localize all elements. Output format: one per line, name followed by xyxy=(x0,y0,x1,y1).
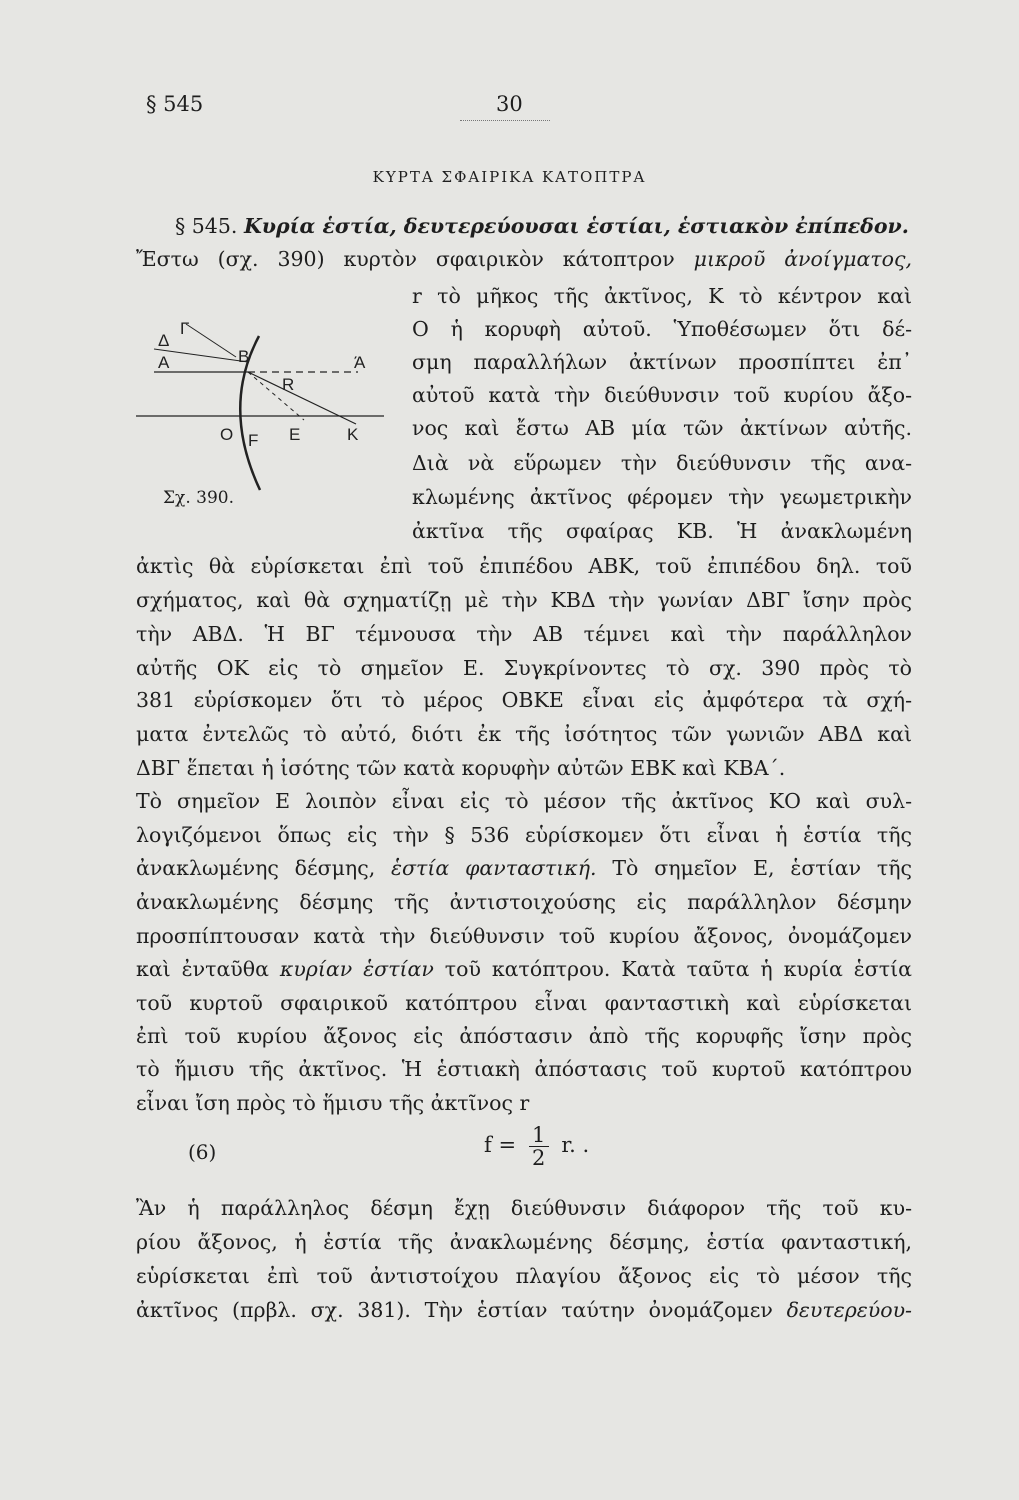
text-line: ΔΒΓ ἕπεται ἡ ἰσότης τῶν κατὰ κορυφὴν αὐτῶν ΕΒΚ καὶ ΚΒΑ΄. xyxy=(136,756,786,780)
label-b: B xyxy=(238,347,250,366)
running-title: ΚΥΡΤΑ ΣΦΑΙΡΙΚΑ ΚΑΤΟΠΤΡΑ xyxy=(372,168,647,186)
text-line: ματα ἐντελῶς τὸ αὐτό, διότι ἐκ τῆς ἰσότητος τῶν γωνιῶν ΑΒΔ καὶ xyxy=(136,722,912,746)
label-e: E xyxy=(289,425,301,444)
equation-fraction xyxy=(529,1124,549,1169)
intro-text: Ἔστω (σχ. 390) κυρτὸν σφαιρικὸν κάτοπτρον xyxy=(136,247,675,271)
section-heading-number: § 545. xyxy=(175,214,238,238)
focal-equation xyxy=(484,1124,589,1169)
label-o: O xyxy=(220,425,234,444)
text-line-intro xyxy=(136,246,912,272)
section-heading-title: Κυρία ἑστία, δευτερεύουσαι ἑστίαι, ἑστιακὸν ἐπίπεδον. xyxy=(243,214,909,238)
text-line: εὑρίσκεται ἐπὶ τοῦ ἀντιστοίχου πλαγίου ἄξονος εἰς τὸ μέσον τῆς xyxy=(136,1264,912,1288)
equation-label: (6) xyxy=(188,1140,217,1164)
text-line: τὴν ΑΒΔ. Ἡ ΒΓ τέμνουσα τὴν ΑΒ τέμνει καὶ τὴν παράλληλον xyxy=(136,622,912,646)
narrow-line: κλωμένης ἀκτῖνος φέρομεν τὴν γεωμετρικὴν xyxy=(412,485,912,509)
focus-text-c: Τὸ σημεῖον Ε, ἑστίαν τῆς xyxy=(612,856,912,880)
text-line: τὸ ἥμισυ τῆς ἀκτῖνος. Ἡ ἑστιακὴ ἀπόστασις τοῦ κυρτοῦ κατόπτρου xyxy=(136,1057,912,1081)
equation-rhs: r. . xyxy=(561,1133,590,1157)
figure-caption: Σχ. 390. xyxy=(163,488,234,508)
main-focus-text-a: καὶ ἐνταῦθα xyxy=(136,957,269,981)
text-line: ἀκτὶς θὰ εὑρίσκεται ἐπὶ τοῦ ἐπιπέδου ΑΒΚ, τοῦ ἐπιπέδου δηλ. τοῦ xyxy=(136,554,912,578)
narrow-line: σμη παραλλήλων ἀκτίνων προσπίπτει ἐπ᾿ xyxy=(412,350,912,374)
header-rule xyxy=(460,120,550,121)
text-line: ρίου ἄξονος, ἡ ἑστία τῆς ἀνακλωμένης δέσμης, ἑστία φανταστική, xyxy=(136,1230,912,1254)
focus-text-a: ἀνακλωμένης δέσμης, xyxy=(136,856,376,880)
page-number: 30 xyxy=(496,92,523,116)
narrow-line: Διὰ νὰ εὕρωμεν τὴν διεύθυνσιν τῆς ανα- xyxy=(412,451,912,475)
text-line: Τὸ σημεῖον Ε λοιπὸν εἶναι εἰς τὸ μέσον τῆς ἀκτῖνος ΚΟ καὶ συλ- xyxy=(136,789,912,813)
label-f: F xyxy=(248,431,259,450)
text-line: προσπίπτουσαν κατὰ τὴν διεύθυνσιν τοῦ κυρίου ἄξονος, ὀνομάζομεν xyxy=(136,924,912,948)
last-text: ἀκτῖνος (πρβλ. σχ. 381). Τὴν ἑστίαν ταύτην ὀνομάζομεν xyxy=(136,1298,773,1322)
text-line: Ἂν ἡ παράλληλος δέσμη ἔχῃ διεύθυνσιν διάφορον τῆς τοῦ κυ- xyxy=(136,1196,912,1220)
text-line: λογιζόμενοι ὅπως εἰς τὴν § 536 εὑρίσκομεν ὅτι εἶναι ἡ ἑστία τῆς xyxy=(136,823,912,847)
label-delta: Δ xyxy=(158,331,170,350)
label-r: R xyxy=(282,375,295,394)
text-line: ἀνακλωμένης δέσμης τῆς ἀντιστοιχούσης εἰς παράλληλον δέσμην xyxy=(136,890,912,914)
text-line-last xyxy=(136,1297,912,1323)
narrow-line: Ο ἡ κορυφὴ αὐτοῦ. Ὑποθέσωμεν ὅτι δέ- xyxy=(412,317,912,341)
text-line: ἐπὶ τοῦ κυρίου ἄξονος εἰς ἀπόστασιν ἀπὸ τῆς κορυφῆς ἴσην πρὸς xyxy=(136,1024,912,1048)
equation-lhs: f = xyxy=(484,1133,517,1157)
text-line: αὐτῆς ΟΚ εἰς τὸ σημεῖον Ε. Συγκρίνοντες τὸ σχ. 390 πρὸς τὸ xyxy=(136,656,912,680)
last-emphasis: δευτερεύου- xyxy=(786,1298,912,1322)
fraction-numerator: 1 xyxy=(532,1123,546,1147)
reflected-extension xyxy=(248,372,304,420)
header-section: § 545 xyxy=(146,92,204,116)
text-line-focus xyxy=(136,855,912,881)
label-a-prime: Ά xyxy=(354,353,366,372)
text-line-main-focus xyxy=(136,956,912,982)
label-k: K xyxy=(347,425,359,444)
focus-emphasis: ἑστία φανταστική. xyxy=(391,856,597,880)
text-line: σχήματος, καὶ θὰ σχηματίζῃ μὲ τὴν ΚΒΔ τὴν γωνίαν ΔΒΓ ἴσην πρὸς xyxy=(136,588,912,612)
narrow-line: r τὸ μῆκος τῆς ἀκτῖνος, Κ τὸ κέντρον καὶ xyxy=(412,284,912,308)
narrow-line: αὐτοῦ κατὰ τὴν διεύθυνσιν τοῦ κυρίου ἄξο- xyxy=(412,383,912,407)
mirror-diagram xyxy=(136,312,396,512)
label-a: Α xyxy=(158,353,170,372)
intro-emphasis: μικροῦ ἀνοίγματος, xyxy=(693,247,912,271)
narrow-line: ἀκτῖνα τῆς σφαίρας ΚΒ. Ἡ ἀνακλωμένη xyxy=(412,519,912,543)
text-line: 381 εὑρίσκομεν ὅτι τὸ μέρος ΟΒΚΕ εἶναι εἰς ἀμφότερα τὰ σχή- xyxy=(136,688,912,712)
label-gamma: Γ xyxy=(180,319,190,338)
section-heading xyxy=(175,213,909,239)
text-line: εἶναι ἴση πρὸς τὸ ἥμισυ τῆς ἀκτῖνος r xyxy=(136,1091,530,1115)
text-line: τοῦ κυρτοῦ σφαιρικοῦ κατόπτρου εἶναι φανταστικὴ καὶ εὑρίσκεται xyxy=(136,991,912,1015)
main-focus-emphasis: κυρίαν ἑστίαν xyxy=(279,957,434,981)
main-focus-text-c: τοῦ κατόπτρου. Κατὰ ταῦτα ἡ κυρία ἑστία xyxy=(444,957,912,981)
narrow-line: νος καὶ ἔστω ΑΒ μία τῶν ἀκτίνων αὐτῆς. xyxy=(412,416,912,440)
fraction-denominator: 2 xyxy=(532,1146,546,1170)
ray-gamma xyxy=(186,324,236,357)
